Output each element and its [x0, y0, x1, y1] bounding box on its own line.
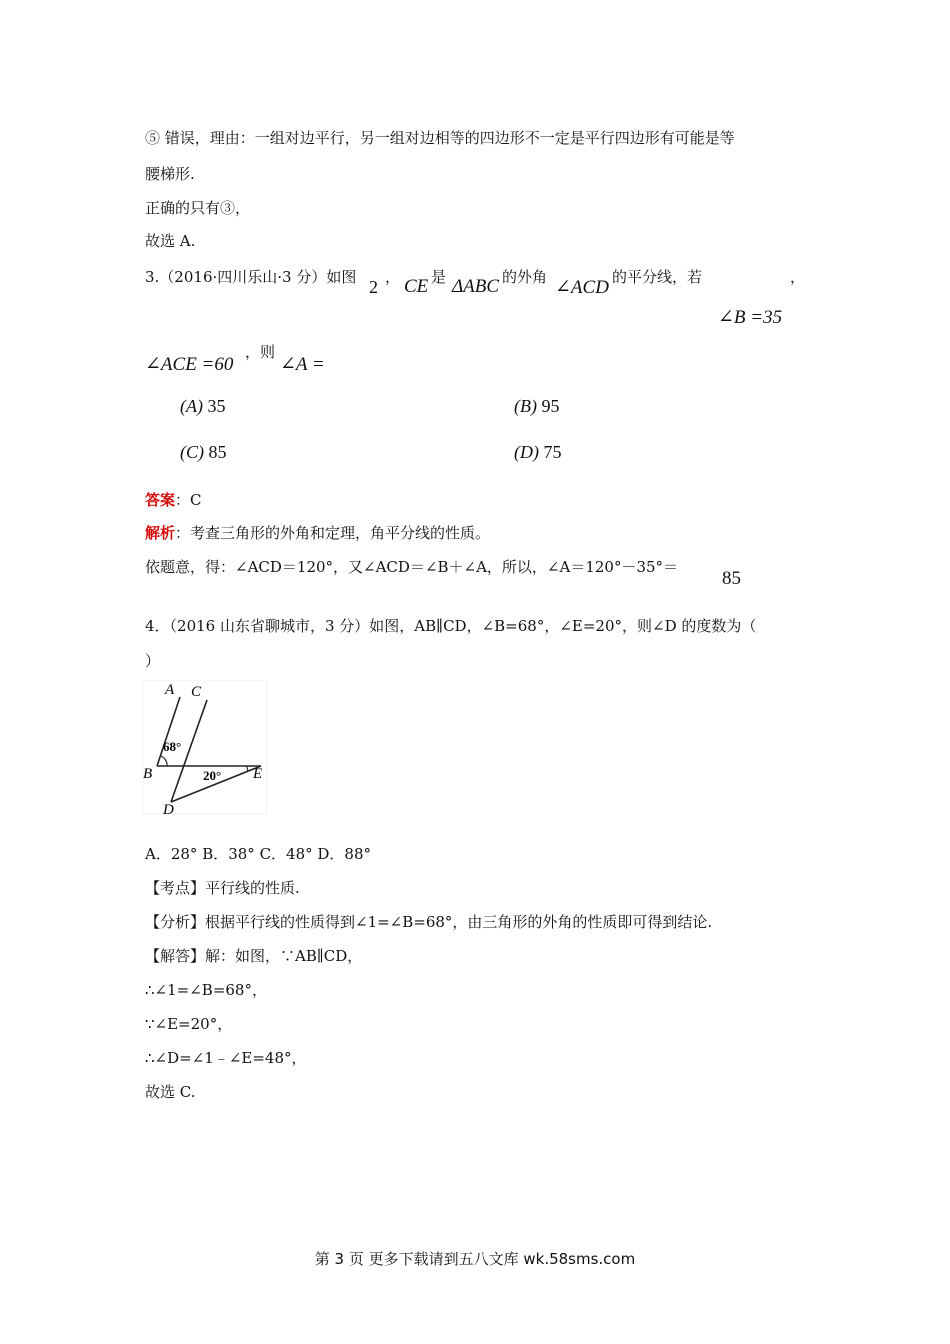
- angle-68-label: 68°: [163, 739, 182, 754]
- q3-figure-number: 2: [369, 277, 378, 297]
- q3-ce: CE: [404, 276, 429, 297]
- label-d: D: [163, 802, 174, 816]
- analysis-text: ：考查三角形的外角和定理，角平分线的性质。: [175, 524, 491, 542]
- label-e: E: [253, 766, 263, 782]
- answer-label: 答案: [145, 491, 176, 509]
- q3-option-a: (A) 35: [180, 396, 226, 416]
- q3-analysis: [145, 522, 490, 544]
- q3-option-c: (C) 85: [180, 442, 227, 462]
- q4-step3: ∴∠D=∠1﹣∠E=48°，: [145, 1049, 307, 1067]
- q2-reason-line: ⑤ 错误，理由：一组对边平行，另一组对边相等的四边形不一定是平行四边形有可能是等: [145, 129, 735, 147]
- q2-answer: 故选 A.: [145, 232, 196, 250]
- q3-shi: 是: [431, 268, 447, 286]
- q2-reason-line-cont: 腰梯形.: [145, 165, 195, 183]
- q3-solution: 依题意，得：∠ACD＝120°，又∠ACD＝∠B＋∠A，所以，∠A＝120°－35°＝: [145, 558, 679, 576]
- q4-step2: ∵∠E=20°，: [145, 1015, 233, 1033]
- q4-choices: A．28° B．38° C．48° D．88°: [145, 845, 372, 863]
- q4-kaodian: 【考点】平行线的性质.: [145, 879, 300, 897]
- q3-angle-acd: ∠ACD: [555, 277, 609, 298]
- q3-solution-result: 85: [722, 568, 741, 589]
- label-b: B: [143, 766, 153, 782]
- q3-angle-ace: ∠ACE =60: [145, 354, 234, 375]
- label-a: A: [165, 682, 175, 698]
- figure-background: [143, 680, 267, 814]
- q3-answer: [145, 489, 202, 511]
- q4-final: 故选 C.: [145, 1083, 196, 1101]
- page-footer: 第 3 页 更多下载请到五八文库 wk.58sms.com: [314, 1250, 636, 1268]
- q3-option-d: (D) 75: [514, 442, 562, 462]
- q3-option-b: (B) 95: [514, 396, 560, 416]
- q3-comma: ，: [385, 268, 401, 286]
- parallel-lines-figure: [143, 680, 269, 816]
- q3-angle-b: ∠B =35: [718, 307, 783, 328]
- q3-prefix: 3.（2016·四川乐山·3 分）如图: [145, 268, 357, 286]
- q3-angle-a: ∠A =: [280, 354, 325, 375]
- label-c: C: [191, 684, 202, 700]
- q2-conclusion: 正确的只有③，: [145, 199, 251, 217]
- q3-ze: ，则: [245, 343, 276, 361]
- q3-triangle: ΔABC: [452, 276, 500, 297]
- angle-20-label: 20°: [203, 768, 222, 783]
- q4-jieda: 【解答】解：如图，∵AB∥CD，: [145, 947, 363, 965]
- q4-stem-cont: ）: [145, 652, 161, 670]
- q3-exterior-angle-text: 的外角: [502, 268, 548, 286]
- q4-stem: 4．（2016 山东省聊城市，3 分）如图，AB∥CD，∠B=68°，∠E=20°，则∠D 的度数为（: [145, 617, 757, 635]
- analysis-label: 解析: [145, 524, 176, 542]
- q3-comma-2: ，: [790, 268, 806, 286]
- q4-fenxi: 【分析】根据平行线的性质得到∠1=∠B=68°，由三角形的外角的性质即可得到结论.: [145, 913, 713, 931]
- q3-bisector-text: 的平分线，若: [612, 268, 703, 286]
- q4-step1: ∴∠1=∠B=68°，: [145, 981, 267, 999]
- answer-value: ：C: [175, 491, 202, 509]
